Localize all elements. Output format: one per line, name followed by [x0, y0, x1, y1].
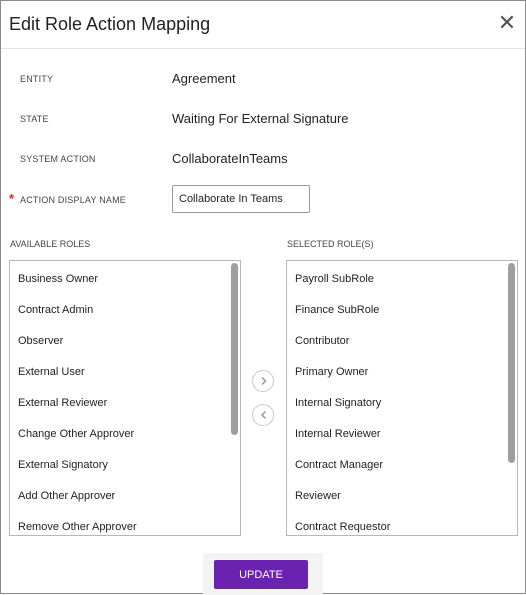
action-display-name-input[interactable] — [172, 185, 310, 213]
move-right-button[interactable] — [252, 370, 274, 392]
available-role-item[interactable]: External Reviewer — [18, 397, 108, 409]
available-role-item[interactable]: Business Owner — [18, 273, 99, 285]
close-icon[interactable]: ✕ — [497, 10, 517, 35]
selected-role-item[interactable]: Payroll SubRole — [295, 273, 374, 285]
available-roles-list[interactable] — [9, 260, 241, 536]
dialog-header — [1, 1, 525, 49]
move-left-button[interactable] — [252, 404, 274, 426]
available-role-item[interactable]: External User — [18, 366, 85, 378]
available-role-item[interactable]: Add Other Approver — [18, 490, 116, 502]
selected-role-item[interactable]: Contributor — [295, 335, 350, 347]
required-marker: * — [9, 191, 15, 206]
entity-value: Agreement — [172, 71, 236, 86]
selected-role-item[interactable]: Contract Manager — [295, 459, 384, 471]
state-label: STATE — [20, 114, 49, 124]
state-value: Waiting For External Signature — [172, 111, 349, 126]
selected-role-item[interactable]: Reviewer — [295, 490, 341, 502]
selected-role-item[interactable]: Internal Reviewer — [295, 428, 381, 440]
selected-roles-list[interactable] — [286, 260, 518, 536]
available-role-item[interactable]: Change Other Approver — [18, 428, 135, 440]
chevron-left-icon — [259, 410, 269, 420]
selected-role-item[interactable]: Contract Requestor — [295, 521, 391, 533]
selected-role-item[interactable]: Internal Signatory — [295, 397, 382, 409]
action-display-name-label: ACTION DISPLAY NAME — [20, 195, 126, 205]
available-role-item[interactable]: Remove Other Approver — [18, 521, 137, 533]
available-role-item[interactable]: Contract Admin — [18, 304, 94, 316]
selected-roles-scrollbar[interactable] — [507, 261, 517, 535]
available-roles-scroll-thumb[interactable] — [231, 263, 238, 435]
selected-role-item[interactable]: Primary Owner — [295, 366, 369, 378]
available-role-item[interactable]: External Signatory — [18, 459, 108, 471]
chevron-right-icon — [259, 376, 269, 386]
system-action-label: SYSTEM ACTION — [20, 154, 96, 164]
entity-label: ENTITY — [20, 74, 54, 84]
dialog-title: Edit Role Action Mapping — [9, 14, 211, 34]
update-button[interactable]: UPDATE — [214, 560, 308, 589]
selected-roles-scroll-thumb[interactable] — [508, 263, 515, 463]
system-action-value: CollaborateInTeams — [172, 151, 288, 166]
selected-role-item[interactable]: Finance SubRole — [295, 304, 380, 316]
available-role-item[interactable]: Observer — [18, 335, 64, 347]
selected-roles-caption: SELECTED ROLE(S) — [287, 239, 374, 249]
available-roles-caption: AVAILABLE ROLES — [10, 239, 91, 249]
available-roles-scrollbar[interactable] — [230, 261, 240, 535]
